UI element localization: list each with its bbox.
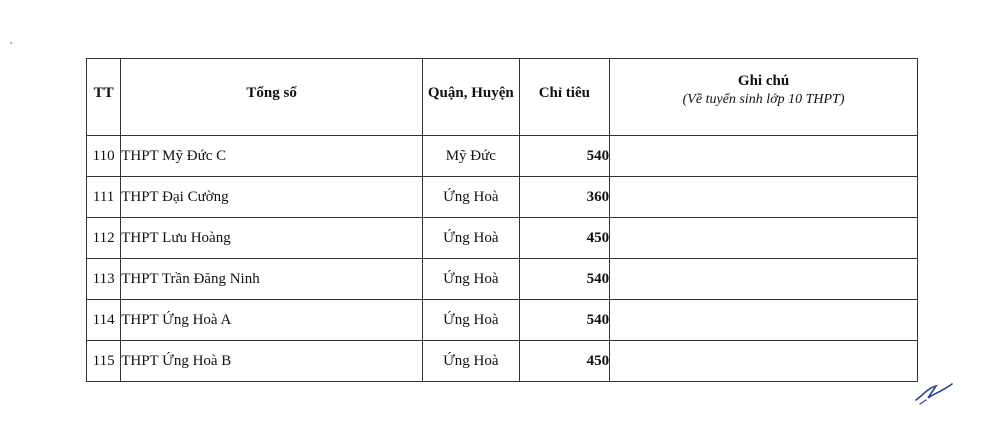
row-school-name: THPT Trần Đăng Ninh <box>121 259 423 300</box>
row-tt: 115 <box>87 341 121 382</box>
row-note <box>610 177 918 218</box>
row-school-name: THPT Ứng Hoà A <box>121 300 423 341</box>
table-row <box>87 300 918 341</box>
admissions-table <box>86 58 918 382</box>
table-row <box>87 177 918 218</box>
row-quota: 450 <box>519 218 610 259</box>
row-quota: 450 <box>519 341 610 382</box>
header-district: Quận, Huyện <box>423 59 520 136</box>
header-tt: TT <box>87 59 121 136</box>
row-tt: 113 <box>87 259 121 300</box>
row-district: Ứng Hoà <box>423 218 520 259</box>
initial-signature-mark <box>914 380 954 406</box>
table-row <box>87 259 918 300</box>
row-tt: 112 <box>87 218 121 259</box>
row-tt: 110 <box>87 136 121 177</box>
row-district: Ứng Hoà <box>423 259 520 300</box>
row-school-name: THPT Đại Cường <box>121 177 423 218</box>
row-district: Ứng Hoà <box>423 300 520 341</box>
header-name: Tổng số <box>121 59 423 136</box>
row-school-name: THPT Mỹ Đức C <box>121 136 423 177</box>
row-quota: 360 <box>519 177 610 218</box>
row-district: Mỹ Đức <box>423 136 520 177</box>
row-tt: 111 <box>87 177 121 218</box>
header-note-title: Ghi chú <box>737 73 790 89</box>
header-note <box>610 59 918 136</box>
row-quota: 540 <box>519 300 610 341</box>
header-note-subtitle: (Về tuyển sinh lớp 10 THPT) <box>682 92 845 107</box>
row-tt: 114 <box>87 300 121 341</box>
row-note <box>610 300 918 341</box>
row-district: Ứng Hoà <box>423 341 520 382</box>
row-school-name: THPT Lưu Hoàng <box>121 218 423 259</box>
table-row <box>87 136 918 177</box>
table-row <box>87 341 918 382</box>
scan-speck <box>10 42 12 44</box>
row-quota: 540 <box>519 259 610 300</box>
row-district: Ứng Hoà <box>423 177 520 218</box>
header-quota: Chỉ tiêu <box>519 59 610 136</box>
table-header-row <box>87 59 918 136</box>
row-note <box>610 218 918 259</box>
row-note <box>610 259 918 300</box>
row-quota: 540 <box>519 136 610 177</box>
table-row <box>87 218 918 259</box>
row-school-name: THPT Ứng Hoà B <box>121 341 423 382</box>
row-note <box>610 136 918 177</box>
row-note <box>610 341 918 382</box>
